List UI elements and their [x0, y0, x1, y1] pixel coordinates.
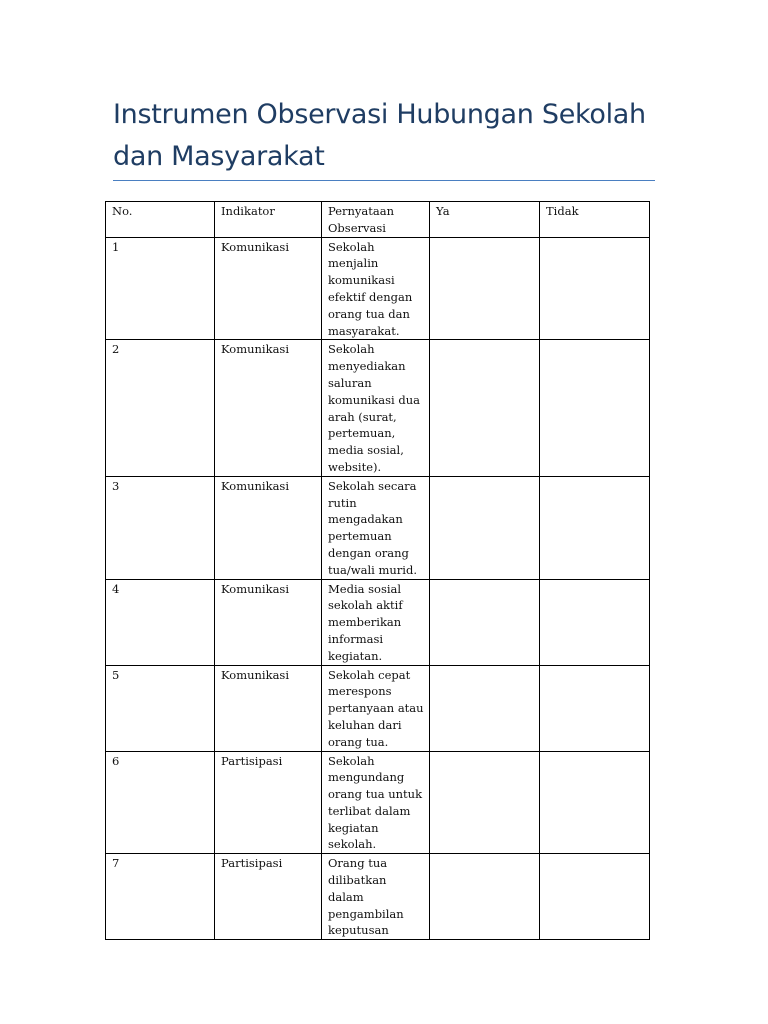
- cell-tidak[interactable]: [540, 237, 650, 340]
- header-pernyataan: Pernyataan Observasi: [322, 202, 430, 238]
- cell-no: 7: [106, 854, 215, 940]
- header-no: No.: [106, 202, 215, 238]
- cell-ya[interactable]: [430, 237, 540, 340]
- table-row: [106, 579, 650, 665]
- header-tidak: Tidak: [540, 202, 650, 238]
- cell-pernyataan: Sekolah menjalin komunikasi efektif dengan orang tua dan masyarakat.: [322, 237, 430, 340]
- cell-indikator: Komunikasi: [215, 476, 322, 579]
- cell-indikator: Partisipasi: [215, 751, 322, 854]
- cell-indikator: Komunikasi: [215, 665, 322, 751]
- header-ya: Ya: [430, 202, 540, 238]
- table-row: [106, 665, 650, 751]
- table-row: [106, 340, 650, 476]
- cell-no: 2: [106, 340, 215, 476]
- cell-ya[interactable]: [430, 476, 540, 579]
- cell-no: 3: [106, 476, 215, 579]
- title-divider: [113, 180, 655, 181]
- cell-no: 6: [106, 751, 215, 854]
- cell-pernyataan: Sekolah mengundang orang tua untuk terlibat dalam kegiatan sekolah.: [322, 751, 430, 854]
- cell-ya[interactable]: [430, 665, 540, 751]
- table-row: [106, 751, 650, 854]
- cell-indikator: Komunikasi: [215, 237, 322, 340]
- cell-pernyataan: Sekolah cepat merespons pertanyaan atau keluhan dari orang tua.: [322, 665, 430, 751]
- cell-no: 1: [106, 237, 215, 340]
- cell-indikator: Komunikasi: [215, 579, 322, 665]
- table-row: [106, 854, 650, 940]
- cell-tidak[interactable]: [540, 579, 650, 665]
- cell-no: 5: [106, 665, 215, 751]
- header-indikator: Indikator: [215, 202, 322, 238]
- cell-ya[interactable]: [430, 579, 540, 665]
- cell-tidak[interactable]: [540, 340, 650, 476]
- cell-ya[interactable]: [430, 340, 540, 476]
- cell-tidak[interactable]: [540, 665, 650, 751]
- table-row: [106, 476, 650, 579]
- cell-pernyataan: Media sosial sekolah aktif memberikan informasi kegiatan.: [322, 579, 430, 665]
- cell-no: 4: [106, 579, 215, 665]
- cell-pernyataan: Sekolah menyediakan saluran komunikasi dua arah (surat, pertemuan, media sosial, website).: [322, 340, 430, 476]
- cell-ya[interactable]: [430, 854, 540, 940]
- cell-pernyataan: Orang tua dilibatkan dalam pengambilan keputusan: [322, 854, 430, 940]
- cell-tidak[interactable]: [540, 751, 650, 854]
- cell-tidak[interactable]: [540, 476, 650, 579]
- cell-tidak[interactable]: [540, 854, 650, 940]
- table-row: [106, 237, 650, 340]
- cell-ya[interactable]: [430, 751, 540, 854]
- cell-indikator: Partisipasi: [215, 854, 322, 940]
- table-header-row: [106, 202, 650, 238]
- observation-table: [105, 201, 650, 940]
- cell-indikator: Komunikasi: [215, 340, 322, 476]
- cell-pernyataan: Sekolah secara rutin mengadakan pertemuan dengan orang tua/wali murid.: [322, 476, 430, 579]
- page-title: Instrumen Observasi Hubungan Sekolah dan Masyarakat: [113, 99, 646, 172]
